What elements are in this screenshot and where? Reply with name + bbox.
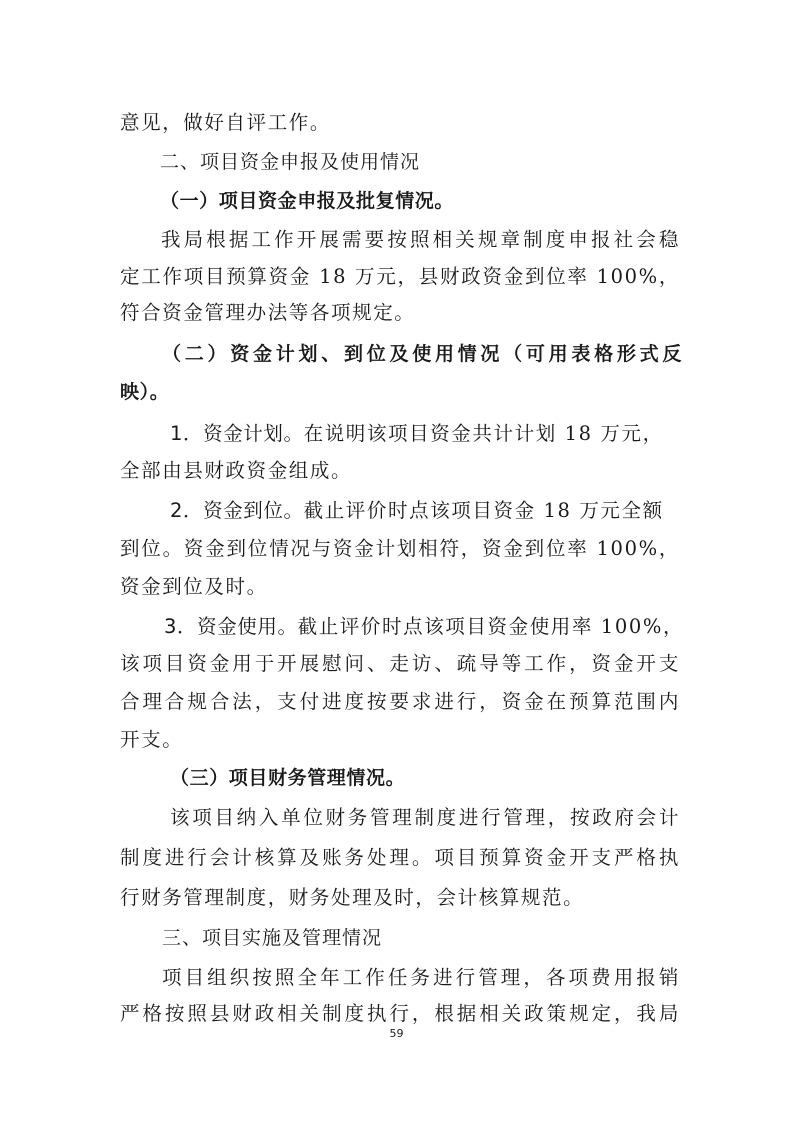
page-number: 59: [389, 1027, 404, 1040]
paragraph-line: [170, 422, 680, 446]
paragraph-line: 行财务管理制度，财务处理及时，会计核算规范。: [120, 886, 585, 909]
item-text: 在说明该项目资金共计计划 18 万元，: [303, 422, 664, 445]
paragraph-line: 定工作项目预算资金 18 万元，县财政资金到位率 100%，: [120, 265, 680, 288]
paragraph-line: 项目组织按照全年工作任务进行管理，各项费用报销: [162, 966, 680, 989]
paragraph-line: [170, 499, 680, 523]
subsection-heading-continued: 映）。: [120, 381, 170, 403]
item-lead: 3．资金使用。: [164, 615, 298, 638]
paragraph-line: 资金到位及时。: [120, 575, 268, 598]
subsection-heading: （二）资金计划、到位及使用情况（可用表格形式反: [162, 343, 682, 365]
paragraph-line: 开支。: [120, 728, 184, 751]
item-text: 截止评价时点该项目资金使用率 100%，: [297, 615, 685, 638]
section-heading: 三、项目实施及管理情况: [162, 927, 383, 949]
paragraph-line: 符合资金管理办法等各项规定。: [120, 301, 416, 324]
paragraph-line: 意见，做好自评工作。: [120, 111, 332, 134]
paragraph-line: 该项目资金用于开展慰问、走访、疏导等工作，资金开支: [120, 652, 680, 675]
paragraph-line: 合理合规合法，支付进度按要求进行，资金在预算范围内: [120, 690, 680, 713]
paragraph-line: 制度进行会计核算及账务处理。项目预算资金开支严格执: [120, 846, 680, 869]
subsection-heading: （一）项目资金申报及批复情况。: [160, 190, 455, 212]
section-heading: 二、项目资金申报及使用情况: [160, 151, 421, 173]
paragraph-line: 该项目纳入单位财务管理制度进行管理，按政府会计: [170, 806, 680, 829]
item-lead: 1．资金计划。: [170, 422, 304, 445]
paragraph-line: 到位。资金到位情况与资金计划相符，资金到位率 100%，: [120, 537, 680, 560]
item-lead: 2．资金到位。: [170, 499, 304, 522]
paragraph-line: 全部由县财政资金组成。: [120, 459, 353, 482]
paragraph-line: [164, 615, 685, 639]
item-text: 截止评价时点该项目资金 18 万元全额: [303, 499, 664, 522]
paragraph-line: 我局根据工作开展需要按照相关规章制度申报社会稳: [161, 228, 680, 251]
paragraph-line: 严格按照县财政相关制度执行，根据相关政策规定，我局: [120, 1002, 680, 1025]
subsection-heading: （三）项目财务管理情况。: [170, 767, 406, 789]
